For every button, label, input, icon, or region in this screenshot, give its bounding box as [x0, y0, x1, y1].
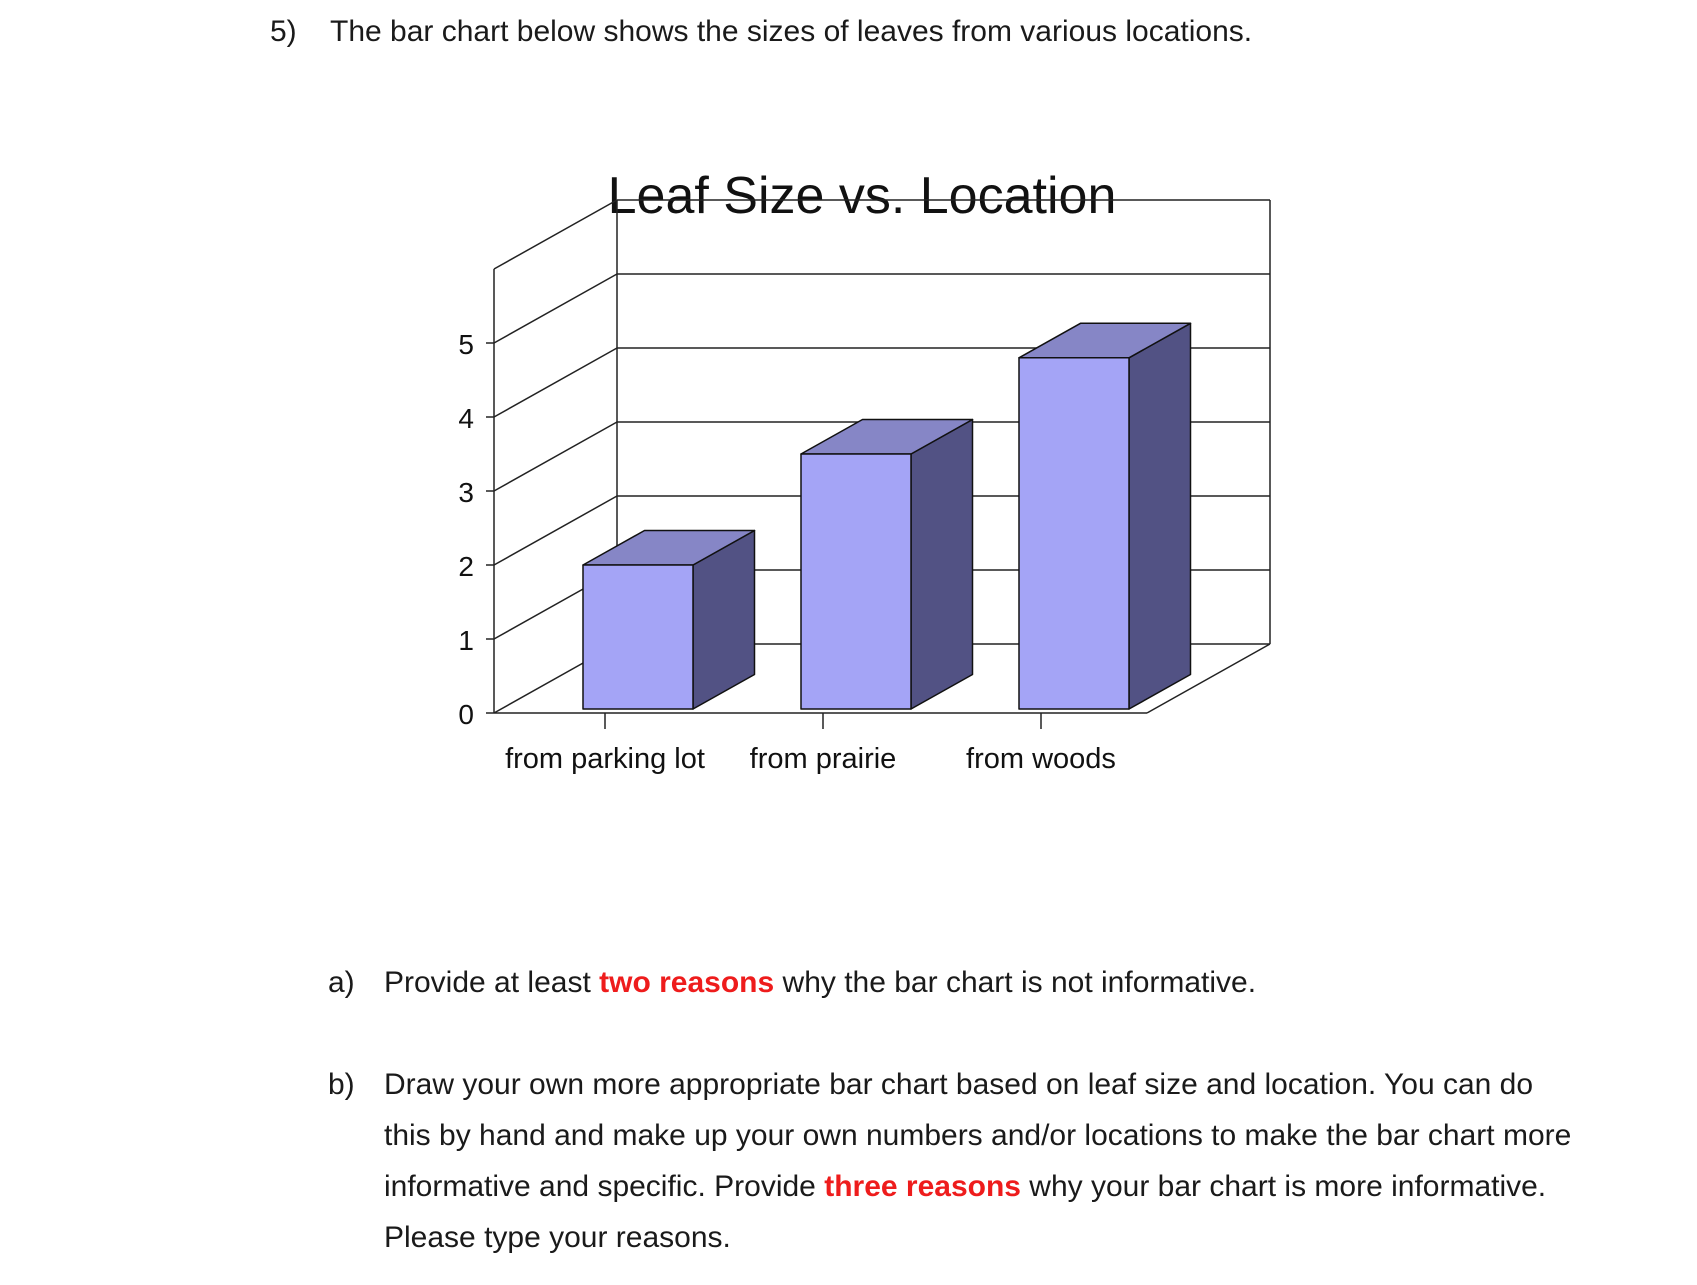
- part-a-after: why the bar chart is not informative.: [774, 966, 1257, 999]
- chart-title: Leaf Size vs. Location: [607, 167, 1117, 225]
- bar-front: [1019, 358, 1129, 709]
- diagonal-gridline: [494, 348, 617, 417]
- bar: [801, 420, 973, 710]
- question-number: 5): [270, 15, 297, 48]
- diagonal-gridline: [494, 422, 617, 491]
- bar: [1019, 323, 1191, 709]
- part-b-letter: b): [328, 1068, 355, 1101]
- bar-side: [911, 420, 973, 710]
- bar-front: [801, 454, 911, 709]
- diagonal-gridline: [494, 496, 617, 565]
- part-b-text: [384, 1059, 1588, 1263]
- bar: [583, 531, 755, 710]
- bar-front: [583, 565, 693, 709]
- x-tick-label: from prairie: [749, 743, 897, 775]
- y-tick-label: 5: [458, 329, 474, 360]
- bar-side: [1129, 323, 1191, 709]
- part-a: [328, 957, 1588, 1008]
- side-wall-top-edge: [494, 200, 617, 269]
- x-tick-label: from parking lot: [505, 743, 705, 775]
- part-b-highlight: three reasons: [824, 1170, 1021, 1203]
- y-tick-label: 0: [458, 699, 474, 730]
- x-tick-label: from woods: [966, 743, 1116, 775]
- y-tick-label: 2: [458, 551, 474, 582]
- part-b-after: why your bar chart is more informative. Please type your reasons.: [384, 1170, 1547, 1254]
- part-a-letter: a): [328, 966, 355, 999]
- y-tick-label: 1: [458, 625, 474, 656]
- part-b-before: Draw your own more appropriate bar chart based on leaf size and location. You can do this by hand and make up your own numbers and/or locations to make the bar chart more informative and specific. Provide: [384, 1068, 1572, 1203]
- diagonal-gridline: [494, 274, 617, 343]
- part-a-highlight: two reasons: [599, 966, 775, 999]
- part-a-text: [384, 957, 1588, 1008]
- question-text: The bar chart below shows the sizes of leaves from various locations.: [330, 15, 1253, 48]
- part-b: [328, 1059, 1588, 1263]
- y-tick-label: 3: [458, 477, 474, 508]
- y-tick-label: 4: [458, 403, 474, 434]
- part-a-before: Provide at least: [384, 966, 600, 999]
